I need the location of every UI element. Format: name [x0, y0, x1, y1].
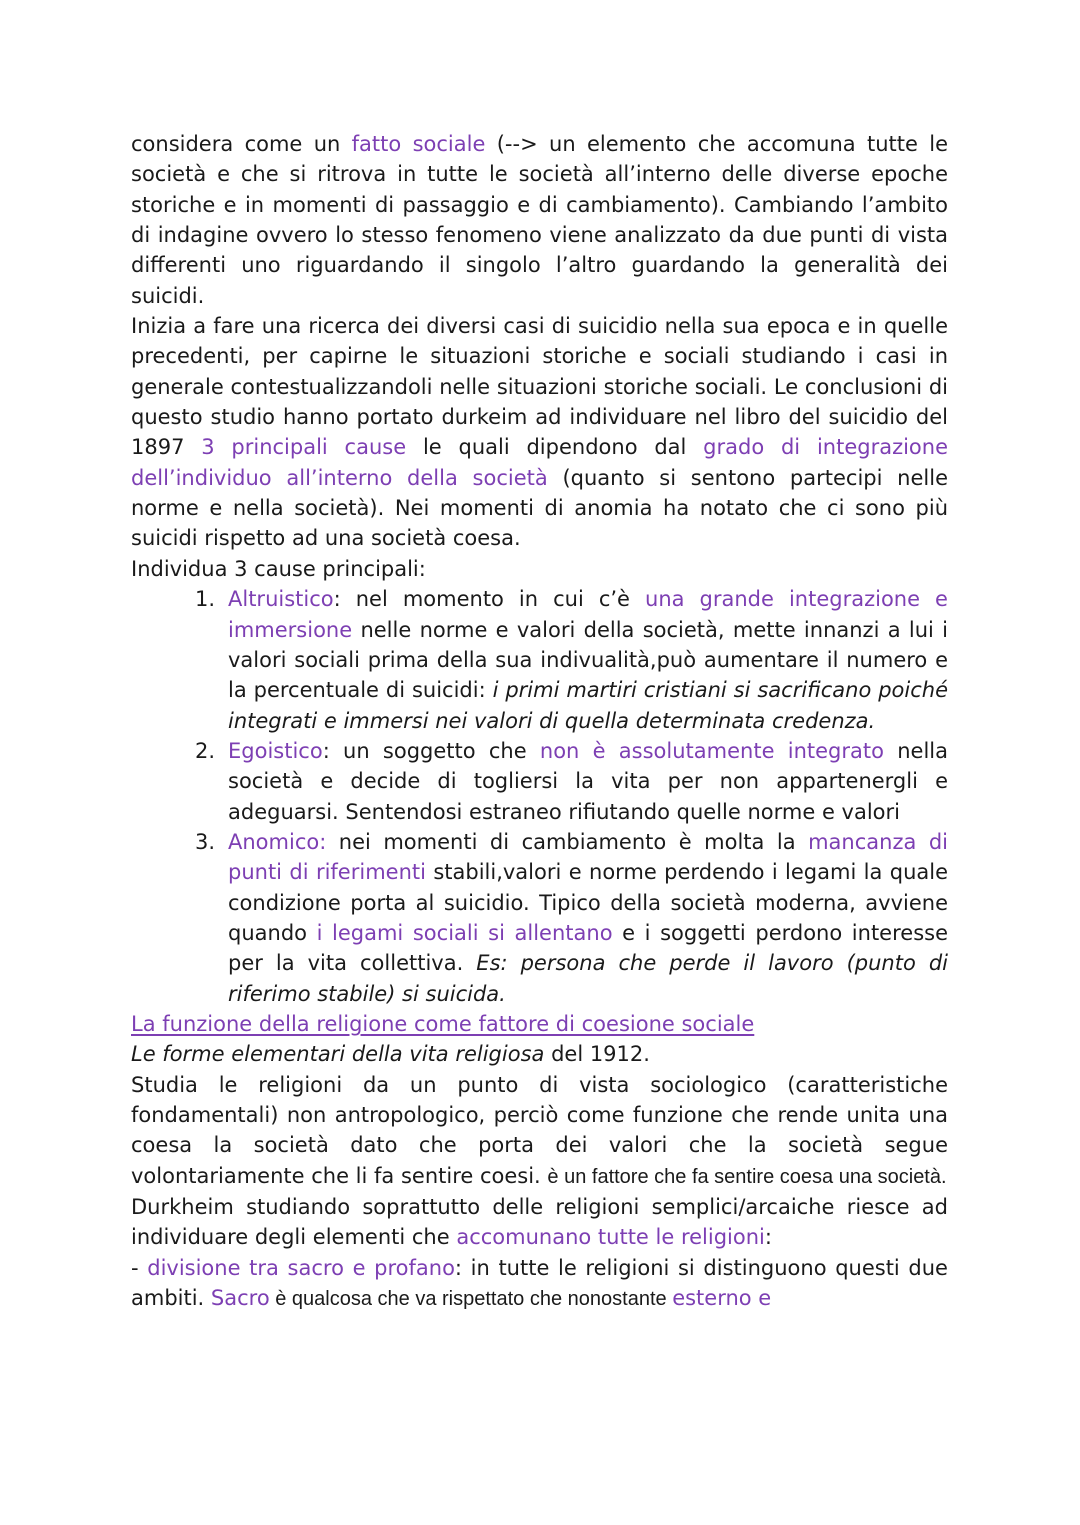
list-item-egoistico [131, 736, 948, 827]
religion-paragraph-1 [131, 1070, 948, 1192]
intro-text: considera come un [131, 132, 352, 156]
book-year: del 1912. [544, 1042, 650, 1067]
list-item-altruistico [131, 584, 948, 736]
religion-paragraph-2 [131, 1192, 948, 1253]
cause-text: nelle norme e valori della società, mette innanzi a lui i valori sociali prima della sua indivualità,può aumentare il numero e la percentuale di suicidi: [228, 617, 948, 703]
list-number: 3. [195, 829, 216, 854]
research-text: (quanto si sentono partecipi nelle norme e nella società). Nei momenti di anomia ha notato che ci sono più suicidi rispetto ad una società coesa. [131, 465, 948, 551]
religion-text-small: è un fattore che fa sentire coesa una società. [547, 1165, 947, 1188]
highlight-sacro: Sacro [210, 1286, 270, 1311]
research-text: le quali dipendono dal [406, 435, 704, 460]
highlight-accomunano: accomunano tutte le religioni [456, 1225, 765, 1250]
highlight-sacro-profano: divisione tra sacro e profano [147, 1255, 455, 1280]
cause-text: nella società e decide di togliersi la vita per non appartenergli e adeguarsi. Sentendosi estraneo rifiutando quelle norme e valori [228, 738, 948, 824]
list-number: 2. [195, 738, 216, 763]
section-heading-link: La funzione della religione come fattore di coesione sociale [131, 1011, 755, 1036]
religion-text: : in tutte le religioni si distinguono questi due ambiti. [131, 1255, 948, 1311]
cause-name: Altruistico [228, 587, 334, 612]
intro-paragraph [131, 129, 948, 311]
document-page [131, 129, 948, 1314]
highlight-principali-cause: 3 principali cause [201, 435, 407, 460]
causes-list [131, 584, 948, 1009]
highlight-grado-integrazione: grado di integrazione dell’individuo all’interno della società [131, 435, 949, 490]
cause-text: : nel momento in cui c’è [333, 587, 646, 612]
cause-example: i primi martiri cristiani si sacrificano poiché integrati e immersi nei valori di quella determinata credenza. [228, 678, 948, 733]
religion-text: Durkheim studiando soprattutto delle religioni semplici/arcaiche riesce ad individuare degli elementi che [131, 1195, 948, 1250]
research-text: Inizia a fare una ricerca dei diversi casi di suicidio nella sua epoca e in quelle precedenti, per capirne le situazioni storiche e sociali studiando i casi in generale contestualizzandoli nelle situazioni storiche sociali. Le conclusioni di questo studio hanno portato durkeim ad individuare nel libro del suicidio del 1897 [131, 314, 948, 460]
cause-highlight: una grande integrazione e immersione [228, 587, 948, 642]
highlight-esterno: esterno e [672, 1286, 772, 1311]
religion-text: : [764, 1225, 772, 1250]
cause-highlight: non è assolutamente integrato [539, 738, 884, 763]
cause-name: Anomico: [228, 829, 327, 854]
cause-highlight: mancanza di punti di riferimenti [228, 829, 949, 885]
book-reference [131, 1039, 948, 1069]
list-number: 1. [195, 587, 216, 612]
religion-paragraph-3 [131, 1253, 948, 1315]
religion-text-small: è qualcosa che va rispettato che nonostante [269, 1288, 673, 1311]
intro-text: (--> un elemento che accomuna tutte le società e che si ritrova in tutte le società all’interno delle diverse epoche storiche e in momenti di passaggio e di cambiamento). Cambiando l’ambito di indagine ovvero lo stesso fenomeno viene analizzato da due punti di vista differenti uno riguardando il singolo l’altro guardando la generalità dei suicidi. [131, 132, 948, 308]
cause-text: : un soggetto che [322, 738, 540, 763]
dash-bullet: - [131, 1255, 148, 1280]
cause-text: stabili,valori e norme perdendo i legami la quale condizione porta al suicidio. Tipico della società moderna, avviene quando [228, 860, 948, 945]
list-item-anomico [131, 827, 948, 1009]
highlight-fatto-sociale: fatto sociale [351, 132, 486, 156]
book-title: Le forme elementari della vita religiosa [131, 1042, 545, 1067]
cause-highlight: i legami sociali si allentano [316, 920, 613, 945]
cause-example: Es: persona che perde il lavoro (punto di riferimo stabile) si suicida. [228, 951, 948, 1006]
cause-text: e i soggetti perdono interesse per la vita collettiva. [228, 920, 948, 976]
cause-name: Egoistico [228, 738, 323, 763]
religion-heading [131, 1009, 948, 1039]
research-paragraph [131, 311, 948, 554]
cause-text: nei momenti di cambiamento è molta la [326, 829, 809, 854]
religion-text: Studia le religioni da un punto di vista sociologico (caratteristiche fondamentali) non antropologico, perciò come funzione che rende unita una coesa la società dato che porta dei valori che la società segue volontariamente che li fa sentire coesi. [131, 1072, 948, 1188]
causes-intro: Individua 3 cause principali: [131, 556, 426, 581]
